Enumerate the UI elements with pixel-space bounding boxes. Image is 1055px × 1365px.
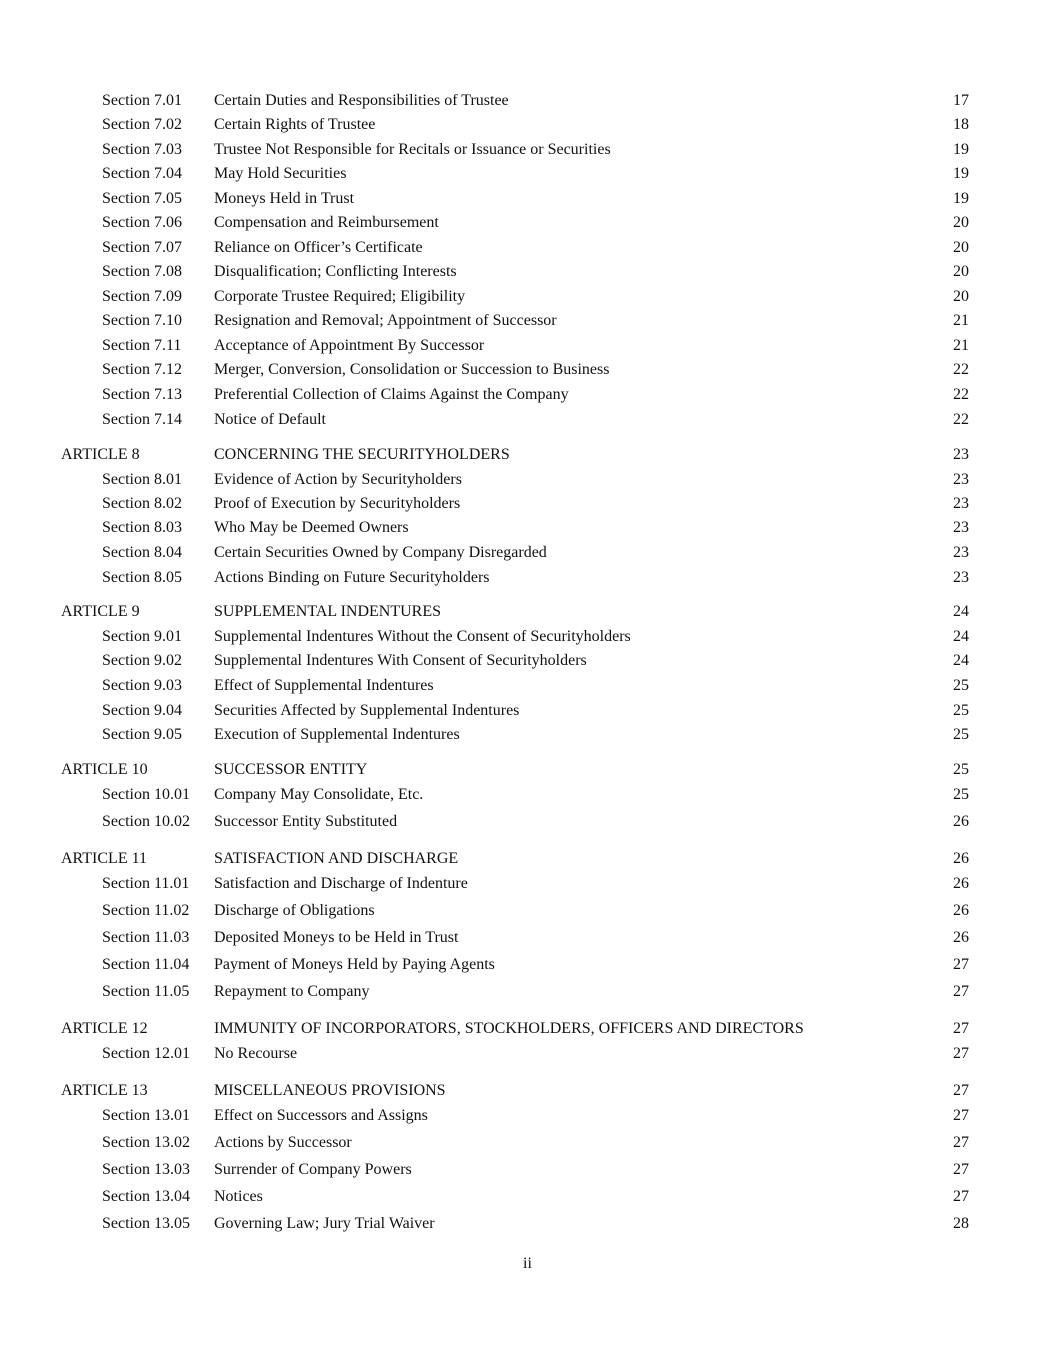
toc-section-label: Section 9.05 [102, 726, 182, 743]
toc-section-label: Section 7.11 [102, 337, 182, 354]
toc-section-row [0, 954, 1055, 976]
toc-section-title: Reliance on Officer’s Certificate [214, 239, 423, 256]
toc-section-label: Section 7.14 [102, 411, 182, 428]
toc-page-number: 18 [953, 116, 969, 133]
toc-section-label: Section 13.02 [102, 1134, 190, 1151]
toc-page-number: 23 [953, 446, 969, 463]
toc-section-label: Section 9.02 [102, 652, 182, 669]
toc-section-title: Compensation and Reimbursement [214, 214, 439, 231]
toc-section-row [0, 811, 1055, 833]
toc-article-label: ARTICLE 10 [61, 761, 148, 778]
toc-section-row [0, 1043, 1055, 1065]
toc-section-title: Proof of Execution by Securityholders [214, 495, 461, 512]
toc-page-number: 24 [953, 628, 969, 645]
toc-page-number: 27 [953, 983, 969, 1000]
toc-section-row [0, 873, 1055, 895]
toc-section-label: Section 7.12 [102, 361, 182, 378]
toc-article-row [0, 601, 1055, 623]
toc-section-label: Section 10.01 [102, 786, 190, 803]
toc-section-row [0, 567, 1055, 589]
toc-section-row [0, 517, 1055, 539]
toc-section-title: Satisfaction and Discharge of Indenture [214, 875, 468, 892]
toc-section-label: Section 11.02 [102, 902, 190, 919]
toc-section-row [0, 542, 1055, 564]
toc-section-label: Section 8.01 [102, 471, 182, 488]
toc-section-title: Notice of Default [214, 411, 326, 428]
toc-page-number: 22 [953, 361, 969, 378]
toc-page-number: 24 [953, 603, 969, 620]
toc-page-number: 19 [953, 165, 969, 182]
toc-section-label: Section 11.04 [102, 956, 190, 973]
toc-section-title: Who May be Deemed Owners [214, 519, 409, 536]
toc-page-number: 27 [953, 956, 969, 973]
toc-section-title: Payment of Moneys Held by Paying Agents [214, 956, 495, 973]
toc-page-number: 23 [953, 495, 969, 512]
toc-section-title: Trustee Not Responsible for Recitals or Issuance or Securities [214, 141, 611, 158]
toc-section-label: Section 13.05 [102, 1215, 190, 1232]
toc-section-row [0, 1105, 1055, 1127]
toc-section-row [0, 188, 1055, 210]
toc-page-number: 23 [953, 544, 969, 561]
toc-section-label: Section 11.05 [102, 983, 190, 1000]
toc-page-number: 23 [953, 519, 969, 536]
toc-page-number: 21 [953, 312, 969, 329]
toc-section-row [0, 261, 1055, 283]
toc-page-number: 26 [953, 875, 969, 892]
toc-page-number: 17 [953, 92, 969, 109]
toc-page-number: 22 [953, 411, 969, 428]
toc-page-number: 27 [953, 1020, 969, 1037]
toc-article-label: ARTICLE 12 [61, 1020, 148, 1037]
toc-page-number: 27 [953, 1161, 969, 1178]
toc-page-number: 19 [953, 141, 969, 158]
toc-page-number: 25 [953, 677, 969, 694]
toc-article-label: ARTICLE 13 [61, 1082, 148, 1099]
toc-section-label: Section 9.04 [102, 702, 182, 719]
toc-section-label: Section 7.03 [102, 141, 182, 158]
toc-section-title: Notices [214, 1188, 263, 1205]
toc-article-label: ARTICLE 9 [61, 603, 140, 620]
toc-section-row [0, 724, 1055, 746]
toc-section-title: Successor Entity Substituted [214, 813, 398, 830]
toc-article-label: ARTICLE 11 [61, 850, 147, 867]
toc-section-label: Section 7.06 [102, 214, 182, 231]
toc-section-row [0, 90, 1055, 112]
toc-section-title: May Hold Securities [214, 165, 347, 182]
toc-section-row [0, 310, 1055, 332]
toc-section-row [0, 900, 1055, 922]
toc-section-label: Section 7.07 [102, 239, 182, 256]
toc-section-label: Section 7.05 [102, 190, 182, 207]
toc-page-number: 23 [953, 569, 969, 586]
toc-page-number: 20 [953, 263, 969, 280]
toc-article-title: IMMUNITY OF INCORPORATORS, STOCKHOLDERS, OFFICERS AND DIRECTORS [214, 1020, 804, 1037]
toc-section-row [0, 409, 1055, 431]
toc-section-label: Section 8.03 [102, 519, 182, 536]
toc-section-label: Section 8.04 [102, 544, 182, 561]
toc-section-row [0, 1213, 1055, 1235]
toc-section-title: Moneys Held in Trust [214, 190, 355, 207]
toc-section-label: Section 11.01 [102, 875, 190, 892]
toc-section-label: Section 11.03 [102, 929, 190, 946]
toc-section-row [0, 237, 1055, 259]
toc-page-number: 27 [953, 1082, 969, 1099]
toc-section-row [0, 469, 1055, 491]
toc-section-label: Section 8.02 [102, 495, 182, 512]
toc-section-title: Discharge of Obligations [214, 902, 375, 919]
toc-article-row [0, 1080, 1055, 1102]
toc-section-title: Certain Duties and Responsibilities of Trustee [214, 92, 509, 109]
toc-section-row [0, 384, 1055, 406]
toc-section-row [0, 1186, 1055, 1208]
toc-section-title: Corporate Trustee Required; Eligibility [214, 288, 466, 305]
toc-page-number: 22 [953, 386, 969, 403]
toc-section-row [0, 700, 1055, 722]
toc-section-title: Company May Consolidate, Etc. [214, 786, 424, 803]
toc-section-title: Governing Law; Jury Trial Waiver [214, 1215, 435, 1232]
toc-section-label: Section 13.04 [102, 1188, 190, 1205]
toc-section-row [0, 626, 1055, 648]
toc-section-title: Repayment to Company [214, 983, 370, 1000]
toc-section-label: Section 7.01 [102, 92, 182, 109]
toc-section-title: Acceptance of Appointment By Successor [214, 337, 485, 354]
toc-section-label: Section 13.01 [102, 1107, 190, 1124]
toc-page-number: 27 [953, 1045, 969, 1062]
toc-page-number: 20 [953, 288, 969, 305]
toc-section-row [0, 286, 1055, 308]
toc-article-title: SUCCESSOR ENTITY [214, 761, 368, 778]
toc-section-row [0, 981, 1055, 1003]
toc-article-row [0, 1018, 1055, 1040]
toc-page-number: 19 [953, 190, 969, 207]
toc-section-row [0, 1159, 1055, 1181]
toc-section-row [0, 784, 1055, 806]
toc-page-number: 27 [953, 1134, 969, 1151]
toc-page-number: 23 [953, 471, 969, 488]
toc-section-row [0, 359, 1055, 381]
toc-page-number: 26 [953, 850, 969, 867]
toc-article-title: CONCERNING THE SECURITYHOLDERS [214, 446, 510, 463]
toc-section-label: Section 8.05 [102, 569, 182, 586]
toc-section-title: Disqualification; Conflicting Interests [214, 263, 457, 280]
toc-page-number: 26 [953, 902, 969, 919]
toc-section-title: Merger, Conversion, Consolidation or Succession to Business [214, 361, 610, 378]
toc-section-label: Section 7.02 [102, 116, 182, 133]
toc-section-title: Effect on Successors and Assigns [214, 1107, 428, 1124]
toc-article-label: ARTICLE 8 [61, 446, 140, 463]
toc-section-row [0, 1132, 1055, 1154]
toc-section-title: Certain Rights of Trustee [214, 116, 376, 133]
toc-section-label: Section 7.04 [102, 165, 182, 182]
toc-section-row [0, 212, 1055, 234]
toc-section-row [0, 163, 1055, 185]
toc-section-label: Section 7.08 [102, 263, 182, 280]
toc-section-title: Actions Binding on Future Securityholders [214, 569, 490, 586]
toc-page-number: 25 [953, 702, 969, 719]
toc-page-number: 25 [953, 786, 969, 803]
toc-section-title: Execution of Supplemental Indentures [214, 726, 460, 743]
toc-section-label: Section 13.03 [102, 1161, 190, 1178]
toc-article-title: SUPPLEMENTAL INDENTURES [214, 603, 442, 620]
toc-page-number: 21 [953, 337, 969, 354]
toc-section-label: Section 10.02 [102, 813, 190, 830]
toc-section-row [0, 927, 1055, 949]
toc-page-number: 26 [953, 929, 969, 946]
toc-article-row [0, 759, 1055, 781]
toc-section-label: Section 7.10 [102, 312, 182, 329]
toc-section-title: Supplemental Indentures With Consent of Securityholders [214, 652, 587, 669]
toc-section-title: No Recourse [214, 1045, 298, 1062]
page-number-footer: ii [523, 1255, 532, 1272]
toc-section-title: Effect of Supplemental Indentures [214, 677, 434, 694]
toc-section-label: Section 9.03 [102, 677, 182, 694]
toc-section-title: Resignation and Removal; Appointment of Successor [214, 312, 557, 329]
toc-page-number: 25 [953, 761, 969, 778]
toc-section-label: Section 7.13 [102, 386, 182, 403]
toc-section-row [0, 335, 1055, 357]
toc-article-title: SATISFACTION AND DISCHARGE [214, 850, 459, 867]
toc-article-row [0, 444, 1055, 466]
toc-article-row [0, 848, 1055, 870]
toc-section-title: Supplemental Indentures Without the Consent of Securityholders [214, 628, 631, 645]
toc-section-title: Certain Securities Owned by Company Disregarded [214, 544, 547, 561]
toc-section-label: Section 9.01 [102, 628, 182, 645]
toc-page-number: 20 [953, 214, 969, 231]
toc-page-number: 28 [953, 1215, 969, 1232]
toc-section-label: Section 12.01 [102, 1045, 190, 1062]
toc-section-row [0, 675, 1055, 697]
toc-section-title: Deposited Moneys to be Held in Trust [214, 929, 459, 946]
toc-page-number: 24 [953, 652, 969, 669]
toc-page-number: 27 [953, 1188, 969, 1205]
toc-section-title: Securities Affected by Supplemental Indentures [214, 702, 520, 719]
toc-section-title: Evidence of Action by Securityholders [214, 471, 462, 488]
toc-section-title: Preferential Collection of Claims Against the Company [214, 386, 569, 403]
toc-page-number: 27 [953, 1107, 969, 1124]
toc-page-number: 26 [953, 813, 969, 830]
toc-section-row [0, 650, 1055, 672]
toc-section-title: Surrender of Company Powers [214, 1161, 412, 1178]
toc-section-row [0, 493, 1055, 515]
toc-section-row [0, 114, 1055, 136]
toc-page-number: 20 [953, 239, 969, 256]
toc-section-label: Section 7.09 [102, 288, 182, 305]
toc-section-row [0, 139, 1055, 161]
toc-article-title: MISCELLANEOUS PROVISIONS [214, 1082, 446, 1099]
toc-section-title: Actions by Successor [214, 1134, 352, 1151]
toc-page-number: 25 [953, 726, 969, 743]
